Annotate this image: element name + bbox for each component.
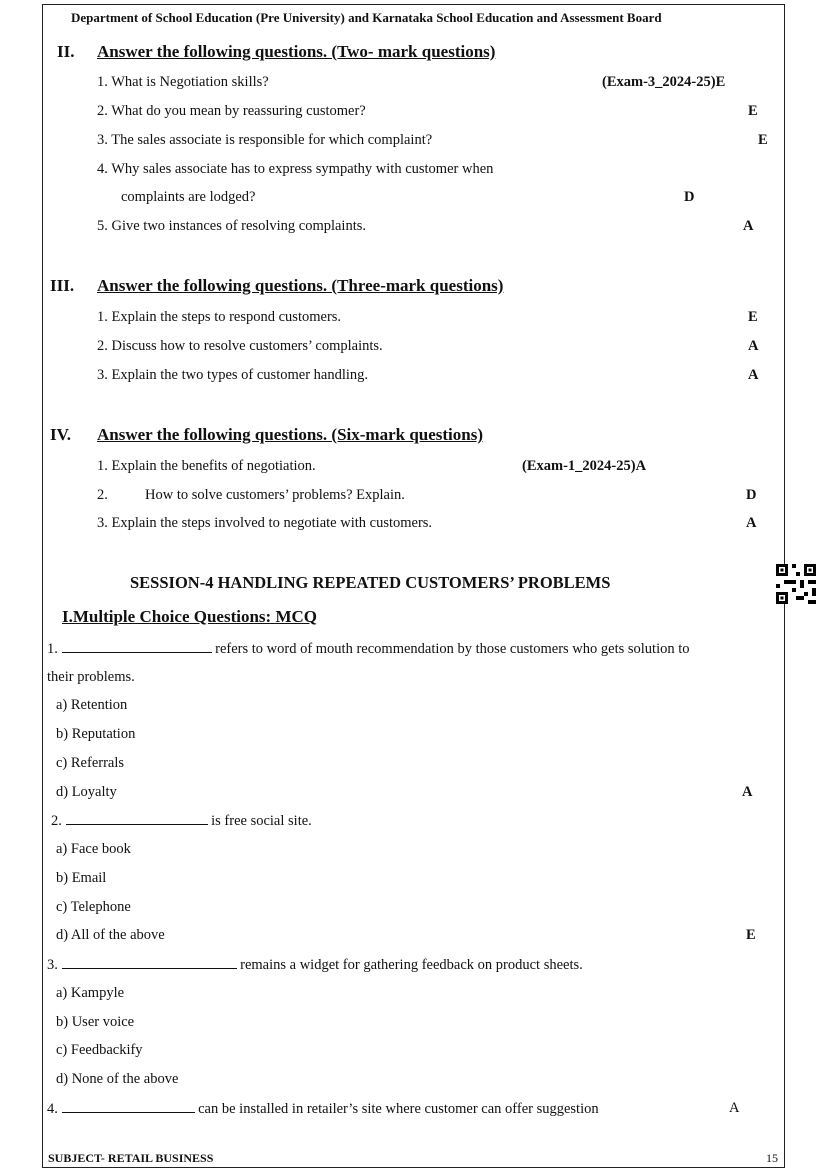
- mcq-question-2-number: 2.: [51, 813, 62, 829]
- s2-question-1: 1. What is Negotiation skills?: [97, 74, 269, 90]
- mcq-question-1-number: 1.: [47, 641, 58, 657]
- mcq-q2-option-b: b) Email: [56, 870, 107, 886]
- s4-question-1: 1. Explain the benefits of negotiation.: [97, 458, 316, 474]
- s2-question-5-level: A: [743, 218, 754, 234]
- mcq-question-3-text: remains a widget for gathering feedback on product sheets.: [236, 957, 583, 973]
- mcq-question-4-number: 4.: [47, 1101, 58, 1117]
- s2-question-2-level: E: [748, 103, 758, 119]
- s3-question-2: 2. Discuss how to resolve customers’ complaints.: [97, 338, 383, 354]
- s3-question-3-level: A: [748, 367, 759, 383]
- section-4-number: IV.: [50, 425, 71, 444]
- s4-question-3: 3. Explain the steps involved to negotiate with customers.: [97, 515, 433, 531]
- mcq-question-3-number: 3.: [47, 957, 58, 973]
- s2-question-5: 5. Give two instances of resolving complaints.: [97, 218, 367, 234]
- section-3-title: Answer the following questions. (Three-mark questions): [97, 276, 504, 295]
- mcq-q3-option-d: d) None of the above: [56, 1071, 179, 1087]
- s4-question-2-level: D: [746, 487, 757, 503]
- qr-code: [776, 564, 816, 604]
- s4-question-1-exam: (Exam-1_2024-25)A: [522, 458, 647, 474]
- mcq-question-4: [47, 1100, 599, 1118]
- mcq-question-1-cont: their problems.: [47, 669, 135, 685]
- mcq-q1-option-b: b) Reputation: [56, 726, 136, 742]
- section-2-number: II.: [57, 42, 75, 61]
- s4-question-2: How to solve customers’ problems? Explain.: [145, 487, 405, 503]
- mcq-question-4-level: A: [729, 1100, 740, 1116]
- footer-subject: SUBJECT- RETAIL BUSINESS: [48, 1151, 214, 1165]
- mcq-question-1-text: refers to word of mouth recommendation by those customers who gets solution to: [211, 641, 690, 657]
- mcq-q3-option-c: c) Feedbackify: [56, 1042, 143, 1058]
- s2-question-4-line1: 4. Why sales associate has to express sympathy with customer when: [97, 161, 494, 177]
- mcq-title: I.Multiple Choice Questions: MCQ: [62, 607, 317, 626]
- mcq-question-2-text: is free social site.: [207, 813, 312, 829]
- mcq-q2-option-d: d) All of the above: [56, 927, 165, 943]
- page-number: 15: [766, 1151, 778, 1165]
- mcq-q2-option-c: c) Telephone: [56, 899, 131, 915]
- s2-question-3: 3. The sales associate is responsible for which complaint?: [97, 132, 433, 148]
- answer-blank: [62, 1100, 195, 1113]
- mcq-question-2: [51, 812, 312, 830]
- mcq-q1-option-a: a) Retention: [56, 697, 128, 713]
- session-title: SESSION-4 HANDLING REPEATED CUSTOMERS’ PROBLEMS: [130, 573, 611, 592]
- mcq-q1-option-d: d) Loyalty: [56, 784, 117, 800]
- s3-question-2-level: A: [748, 338, 759, 354]
- page-header: Department of School Education (Pre University) and Karnataka School Education and Assessment Board: [71, 10, 662, 25]
- s2-question-2: 2. What do you mean by reassuring customer?: [97, 103, 366, 119]
- mcq-question-3: [47, 956, 583, 974]
- s3-question-3: 3. Explain the two types of customer handling.: [97, 367, 369, 383]
- s2-question-4-level: D: [684, 189, 695, 205]
- section-2-title: Answer the following questions. (Two- mark questions): [97, 42, 496, 61]
- answer-blank: [62, 640, 212, 653]
- s2-question-3-level: E: [758, 132, 768, 148]
- answer-blank: [66, 812, 208, 825]
- mcq-q3-option-b: b) User voice: [56, 1014, 135, 1030]
- s4-question-3-level: A: [746, 515, 757, 531]
- s2-question-4-line2: complaints are lodged?: [121, 189, 256, 205]
- mcq-q3-option-a: a) Kampyle: [56, 985, 125, 1001]
- s2-question-1-exam: (Exam-3_2024-25)E: [602, 74, 726, 90]
- mcq-question-4-text: can be installed in retailer’s site where customer can offer suggestion: [194, 1101, 599, 1117]
- answer-blank: [62, 956, 237, 969]
- s3-question-1: 1. Explain the steps to respond customers.: [97, 309, 342, 325]
- mcq-question-1-level: A: [742, 784, 753, 800]
- s4-question-2-number: 2.: [97, 487, 108, 503]
- section-4-title: Answer the following questions. (Six-mark questions): [97, 425, 484, 444]
- mcq-question-1: [47, 640, 690, 658]
- mcq-q2-option-a: a) Face book: [56, 841, 131, 857]
- mcq-q1-option-c: c) Referrals: [56, 755, 125, 771]
- mcq-question-2-level: E: [746, 927, 756, 943]
- section-3-number: III.: [50, 276, 75, 295]
- s3-question-1-level: E: [748, 309, 758, 325]
